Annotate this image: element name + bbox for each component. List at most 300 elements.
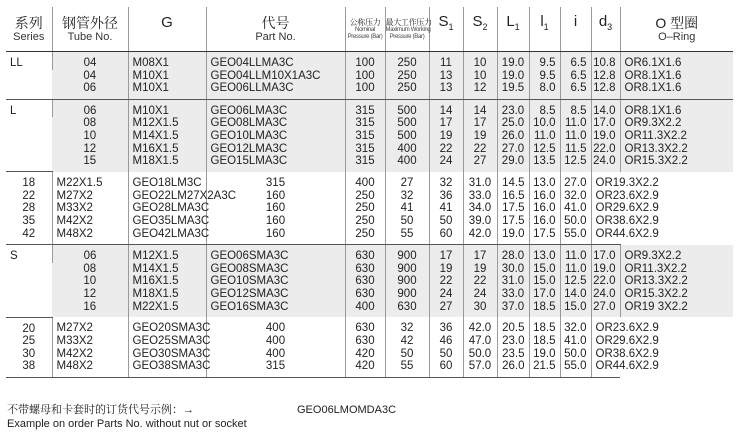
- table-cell: M18X1.5: [128, 288, 206, 301]
- table-row: [6, 155, 733, 172]
- table-cell: 10: [52, 130, 128, 143]
- note-en: Example on order Parts No. without nut or socket: [7, 418, 247, 430]
- table-cell: 100: [345, 82, 385, 99]
- table-cell: 42: [6, 228, 52, 245]
- table-cell: 900: [385, 288, 429, 301]
- table-cell: GEO20SMA3C: [128, 317, 206, 335]
- table-row: [6, 317, 733, 335]
- table-cell: 24: [429, 155, 463, 172]
- table-cell: 19: [463, 130, 497, 143]
- header-nominal-pressure: [345, 7, 385, 52]
- table-cell: 18.5: [529, 335, 560, 348]
- table-cell: 17.0: [591, 117, 620, 130]
- table-cell: 31.0: [497, 275, 529, 288]
- header-part-zh: 代号: [261, 14, 290, 31]
- table-cell: M33X2: [52, 202, 128, 215]
- table-cell: GEO10SMA3C: [206, 275, 345, 288]
- table-cell: 32: [385, 317, 429, 335]
- table-cell: 41.0: [560, 202, 591, 215]
- table-row: [6, 70, 733, 83]
- table-cell: 32: [429, 172, 463, 190]
- table-cell: 31.0: [463, 172, 497, 190]
- header-tube-zh: 钢管外径: [62, 14, 118, 31]
- table-cell: 10: [463, 70, 497, 83]
- header-tube-en: Tube No.: [67, 30, 113, 43]
- table-cell: 400: [345, 172, 385, 190]
- table-cell: 24.0: [591, 155, 620, 172]
- table-cell: 46: [429, 335, 463, 348]
- table-cell: 22.0: [591, 143, 620, 156]
- header-nominal-zh: 公称压力: [349, 17, 381, 27]
- table-cell: 14: [463, 99, 497, 117]
- table-cell: 18.5: [529, 301, 560, 318]
- header-maxwork-zh: 最大工作压力: [385, 17, 432, 27]
- table-cell: M18X1.5: [128, 155, 206, 172]
- table-cell: 19.0: [529, 348, 560, 361]
- table-cell: 15.0: [529, 263, 560, 276]
- table-cell: 12: [463, 82, 497, 99]
- table-cell: 15: [52, 155, 128, 172]
- table-cell: 36: [429, 317, 463, 335]
- table-cell: OR19 3X2.2: [620, 301, 733, 318]
- table-cell: 11.0: [529, 130, 560, 143]
- table-cell: 28.0: [497, 245, 529, 263]
- table-cell: M10X1: [128, 70, 206, 83]
- header-series: [6, 7, 52, 52]
- table-cell: GEO04LLM10X1A3C: [206, 70, 345, 83]
- table-cell: 42.0: [463, 228, 497, 245]
- header-d3: $d_3$: [591, 7, 620, 52]
- table-cell: 27.0: [591, 301, 620, 318]
- header-L1: $L_1$: [497, 7, 529, 52]
- table-cell: 250: [385, 70, 429, 83]
- table-cell: 23.0: [497, 335, 529, 348]
- table-cell: 900: [385, 275, 429, 288]
- table-cell: 23.5: [497, 348, 529, 361]
- table-cell: 17: [463, 117, 497, 130]
- header-max-pressure: [385, 7, 432, 52]
- table-cell: 19.0: [497, 70, 529, 83]
- table-cell: 315: [206, 172, 345, 190]
- table-cell: 17: [429, 117, 463, 130]
- table-cell: 9.5: [529, 70, 560, 83]
- table-cell: OR11.3X2.2: [620, 130, 733, 143]
- row-group: [6, 52, 733, 100]
- table-cell: 630: [345, 275, 385, 288]
- table-cell: 500: [385, 130, 429, 143]
- table-cell: 50.0: [560, 215, 591, 228]
- table-cell: 28: [22, 202, 36, 215]
- table-row: [6, 360, 733, 377]
- table-cell: GEO25SMA3C: [128, 335, 206, 348]
- table-cell: 13: [429, 70, 463, 83]
- row-group: [6, 172, 733, 245]
- table-row: [6, 143, 733, 156]
- table-cell: 42.0: [463, 317, 497, 335]
- table-cell: 8.5: [560, 99, 591, 117]
- table-cell: 47.0: [463, 335, 497, 348]
- table-cell: 24: [429, 288, 463, 301]
- table-cell: GEO08SMA3C: [206, 263, 345, 276]
- table-cell: OR15.3X2.2: [620, 288, 733, 301]
- table-cell: 50: [385, 348, 429, 361]
- table-cell: 27: [429, 301, 463, 318]
- table-cell: 35: [22, 215, 36, 228]
- table-cell: 22: [22, 189, 36, 202]
- table-cell: 630: [345, 335, 385, 348]
- table-cell: OR19.3X2.2: [591, 172, 620, 190]
- table-cell: OR38.6X2.9: [591, 348, 620, 361]
- table-cell: 315: [345, 117, 385, 130]
- table-cell: GEO35LMA3C: [128, 215, 206, 228]
- table-header-row: [6, 7, 733, 52]
- table-cell: 34.0: [463, 202, 497, 215]
- header-maxwork-en1: Maximum Working: [385, 26, 431, 33]
- table-cell: 11.0: [560, 263, 591, 276]
- table-cell: M16X1.5: [128, 143, 206, 156]
- table-cell: 315: [345, 130, 385, 143]
- table-cell: 50: [429, 215, 463, 228]
- table-cell: 36: [429, 190, 463, 203]
- table-row: [6, 275, 733, 288]
- table-cell: 11.0: [560, 130, 591, 143]
- table-cell: 55.0: [560, 360, 591, 377]
- table-cell: 41.0: [560, 335, 591, 348]
- table-cell: 20.5: [497, 317, 529, 335]
- table-cell: 17.5: [497, 215, 529, 228]
- table-cell: GEO16SMA3C: [206, 301, 345, 318]
- table-cell: GEO08LMA3C: [206, 117, 345, 130]
- table-row: [6, 335, 733, 348]
- table-cell: 25.0: [497, 117, 529, 130]
- table-cell: 19.0: [497, 228, 529, 245]
- table-cell: M33X2: [52, 335, 128, 348]
- table-cell: OR44.6X2.9: [591, 228, 620, 245]
- table-cell: OR15.3X2.2: [620, 155, 733, 172]
- table-cell: 10: [463, 52, 497, 70]
- table-row: [6, 288, 733, 301]
- table-cell: 55.0: [560, 228, 591, 245]
- table-cell: M42X2: [52, 215, 128, 228]
- table-cell: 12.8: [591, 82, 620, 99]
- table-cell: 250: [345, 190, 385, 203]
- table-cell: 11: [429, 52, 463, 70]
- table-cell: OR13.3X2.2: [620, 143, 733, 156]
- table-cell: OR44.6X2.9: [591, 360, 620, 377]
- table-cell: 33.0: [497, 288, 529, 301]
- table-cell: 6.5: [560, 70, 591, 83]
- table-row: [6, 52, 733, 70]
- table-cell: 17.0: [591, 245, 620, 263]
- table-cell: 630: [385, 301, 429, 318]
- header-part-no: [206, 7, 345, 52]
- table-cell: M22X1.5: [128, 301, 206, 318]
- table-cell: 8.5: [529, 99, 560, 117]
- table-cell: 60: [429, 228, 463, 245]
- table-cell: 19.5: [497, 82, 529, 99]
- table-cell: GEO06LLMA3C: [206, 82, 345, 99]
- header-series-en: Series: [13, 30, 45, 43]
- table-cell: 13.0: [529, 245, 560, 263]
- table-cell: M27X2: [52, 190, 128, 203]
- row-group: [6, 317, 733, 377]
- table-cell: 37.0: [497, 301, 529, 318]
- table-cell: 250: [345, 215, 385, 228]
- header-oring-zh: O 型圈: [655, 14, 699, 31]
- table-cell: 15.0: [560, 301, 591, 318]
- table-cell: 21.5: [529, 360, 560, 377]
- table-cell: 12: [52, 288, 128, 301]
- table-cell: GEO22LM27X2A3C: [128, 190, 206, 203]
- table-row: [6, 190, 733, 203]
- table-cell: 55: [385, 360, 429, 377]
- table-cell: 10.8: [591, 52, 620, 70]
- table-cell: M27X2: [52, 317, 128, 335]
- table-cell: 250: [345, 202, 385, 215]
- table-cell: 630: [345, 245, 385, 263]
- table-cell: 32.0: [560, 190, 591, 203]
- table-cell: 12: [52, 143, 128, 156]
- table-cell: 400: [385, 155, 429, 172]
- table-row: [6, 130, 733, 143]
- table-cell: 160: [206, 228, 345, 245]
- table-cell: 06: [52, 99, 128, 117]
- header-oring: [620, 7, 733, 52]
- table-cell: 27.0: [560, 172, 591, 190]
- table-cell: 630: [345, 317, 385, 335]
- table-cell: 17.0: [529, 288, 560, 301]
- table-cell: 14.5: [497, 172, 529, 190]
- header-s2: $S_2$: [463, 7, 497, 52]
- table-cell: 20: [22, 322, 36, 335]
- table-cell: M12X1.5: [128, 245, 206, 263]
- series-cell: L: [6, 99, 52, 171]
- table-cell: 9.5: [529, 52, 560, 70]
- table-cell: 250: [345, 228, 385, 245]
- table-cell: 32.0: [560, 317, 591, 335]
- table-cell: OR13.3X2.2: [620, 275, 733, 288]
- table-cell: GEO10LMA3C: [206, 130, 345, 143]
- table-cell: 13: [429, 82, 463, 99]
- table-cell: 13.0: [529, 172, 560, 190]
- table-cell: 17.5: [529, 228, 560, 245]
- table-cell: 22: [463, 143, 497, 156]
- table-cell: GEO38SMA3C: [128, 360, 206, 377]
- table-row: [6, 99, 733, 117]
- table-cell: 50: [429, 348, 463, 361]
- table-cell: 100: [345, 70, 385, 83]
- table-cell: M48X2: [52, 228, 128, 245]
- table-row: [6, 245, 733, 263]
- table-cell: 27.0: [497, 143, 529, 156]
- header-s1: $S_1$: [429, 7, 463, 52]
- table-cell: M22X1.5: [52, 172, 128, 190]
- table-cell: 22.0: [591, 275, 620, 288]
- table-cell: 16: [52, 301, 128, 318]
- row-group: [6, 99, 733, 171]
- table-cell: GEO12SMA3C: [206, 288, 345, 301]
- table-cell: 25: [22, 335, 36, 348]
- header-series-zh: 系列: [14, 14, 43, 31]
- table-cell: 26.0: [497, 130, 529, 143]
- table-cell: M10X1: [128, 82, 206, 99]
- table-cell: 16.5: [497, 190, 529, 203]
- table-cell: M08X1: [128, 52, 206, 70]
- table-cell: 500: [385, 117, 429, 130]
- header-thread: [128, 7, 206, 52]
- table-cell: 26.0: [497, 360, 529, 377]
- table-cell: 16.0: [529, 215, 560, 228]
- header-l1: $l_1$: [529, 7, 560, 52]
- table-cell: OR38.6X2.9: [591, 215, 620, 228]
- table-cell: 60: [429, 360, 463, 377]
- table-cell: M10X1: [128, 99, 206, 117]
- table-cell: M42X2: [52, 348, 128, 361]
- table-cell: 400: [206, 317, 345, 335]
- table-cell: 250: [385, 52, 429, 70]
- table-cell: 38: [6, 360, 52, 377]
- table-cell: OR8.1X1.6: [620, 70, 733, 83]
- table-row: [6, 301, 733, 318]
- table-cell: 39.0: [463, 215, 497, 228]
- note-example-code: GEO06LMOMDA3C: [297, 404, 397, 416]
- table-cell: 55: [385, 228, 429, 245]
- table-cell: 29.0: [497, 155, 529, 172]
- table-cell: M16X1.5: [128, 275, 206, 288]
- table-cell: 10.0: [529, 117, 560, 130]
- table-cell: 900: [385, 263, 429, 276]
- table-cell: 100: [345, 52, 385, 70]
- table-cell: 12.8: [591, 70, 620, 83]
- table-cell: GEO42LMA3C: [128, 228, 206, 245]
- table-cell: OR29.6X2.9: [591, 335, 620, 348]
- table-cell: GEO15LMA3C: [206, 155, 345, 172]
- table-cell: GEO06SMA3C: [206, 245, 345, 263]
- table-row: [6, 263, 733, 276]
- table-cell: 50.0: [560, 348, 591, 361]
- header-oring-en: O–Ring: [658, 30, 696, 43]
- table-cell: 08: [52, 263, 128, 276]
- table-cell: 06: [52, 245, 128, 263]
- table-cell: 13.5: [529, 155, 560, 172]
- table-cell: 500: [385, 99, 429, 117]
- row-group: [6, 245, 733, 317]
- table-cell: 50.0: [463, 348, 497, 361]
- table-cell: OR11.3X2.2: [620, 263, 733, 276]
- table-cell: 22: [429, 143, 463, 156]
- table-cell: 30.0: [497, 263, 529, 276]
- table-cell: OR8.1X1.6: [620, 99, 733, 117]
- table-row: [6, 172, 733, 190]
- table-cell: 23.0: [497, 99, 529, 117]
- table-cell: 19: [429, 263, 463, 276]
- table-cell: 30: [463, 301, 497, 318]
- table-cell: 11.5: [560, 143, 591, 156]
- table-cell: 22: [429, 275, 463, 288]
- table-cell: 27: [385, 172, 429, 190]
- table-cell: 900: [385, 245, 429, 263]
- table-cell: 04: [52, 52, 128, 70]
- table-cell: 06: [52, 82, 128, 99]
- header-part-en: Part No.: [255, 30, 296, 43]
- table-cell: GEO06LMA3C: [206, 99, 345, 117]
- table-cell: 630: [345, 288, 385, 301]
- table-cell: 19.0: [591, 263, 620, 276]
- header-nominal-en1: Nominal: [355, 26, 375, 33]
- table-cell: 250: [385, 82, 429, 99]
- table-cell: 27: [463, 155, 497, 172]
- table-cell: 30: [22, 347, 36, 360]
- header-thread-label: G: [161, 14, 173, 32]
- table-cell: GEO12LMA3C: [206, 143, 345, 156]
- table-cell: 41: [429, 202, 463, 215]
- table-cell: 41: [385, 202, 429, 215]
- table-cell: 18: [22, 177, 36, 190]
- table-cell: OR23.6X2.9: [591, 317, 620, 335]
- table-cell: 630: [345, 263, 385, 276]
- table-cell: 14: [429, 99, 463, 117]
- table-cell: GEO04LLMA3C: [206, 52, 345, 70]
- table-cell: 14.0: [560, 288, 591, 301]
- table-cell: 6.5: [560, 82, 591, 99]
- series-cell: S: [6, 245, 52, 317]
- table-row: [6, 215, 733, 228]
- header-i: i: [560, 7, 591, 52]
- table-cell: 14.0: [591, 99, 620, 117]
- fittings-spec-table: [6, 7, 733, 378]
- table-cell: GEO30SMA3C: [128, 348, 206, 361]
- series-cell: LL: [6, 52, 52, 100]
- table-cell: 33.0: [463, 190, 497, 203]
- table-cell: 17: [429, 245, 463, 263]
- table-cell: 12.5: [560, 275, 591, 288]
- table-cell: 12.5: [529, 143, 560, 156]
- header-nominal-en2: Pressure (Bar): [347, 33, 383, 40]
- table-cell: 315: [345, 99, 385, 117]
- table-cell: 15.0: [529, 275, 560, 288]
- table-cell: 16.0: [529, 202, 560, 215]
- table-cell: 160: [206, 202, 345, 215]
- table-cell: OR9.3X2.2: [620, 117, 733, 130]
- table-cell: 17: [463, 245, 497, 263]
- table-cell: 57.0: [463, 360, 497, 377]
- table-cell: 420: [345, 360, 385, 377]
- table-cell: M14X1.5: [128, 263, 206, 276]
- header-tube: [52, 7, 128, 52]
- table-cell: 11.0: [560, 245, 591, 263]
- order-example-note: [7, 403, 397, 431]
- table-cell: M14X1.5: [128, 130, 206, 143]
- table-cell: 315: [206, 360, 345, 377]
- table-row: [6, 82, 733, 99]
- table-cell: 10: [52, 275, 128, 288]
- table-cell: 16.0: [529, 190, 560, 203]
- table-cell: 24: [463, 288, 497, 301]
- note-zh: 不带螺母和卡套时的订货代号示例：→: [7, 404, 194, 416]
- table-cell: 42: [385, 335, 429, 348]
- table-row: [6, 228, 733, 245]
- table-cell: OR29.6X2.9: [591, 202, 620, 215]
- table-cell: 11.0: [560, 117, 591, 130]
- table-cell: 24.0: [591, 288, 620, 301]
- table-cell: 400: [206, 348, 345, 361]
- table-cell: M12X1.5: [128, 117, 206, 130]
- table-cell: 19: [463, 263, 497, 276]
- table-cell: 160: [206, 190, 345, 203]
- table-cell: 04: [52, 70, 128, 83]
- table-cell: 12.5: [560, 155, 591, 172]
- table-cell: 400: [345, 301, 385, 318]
